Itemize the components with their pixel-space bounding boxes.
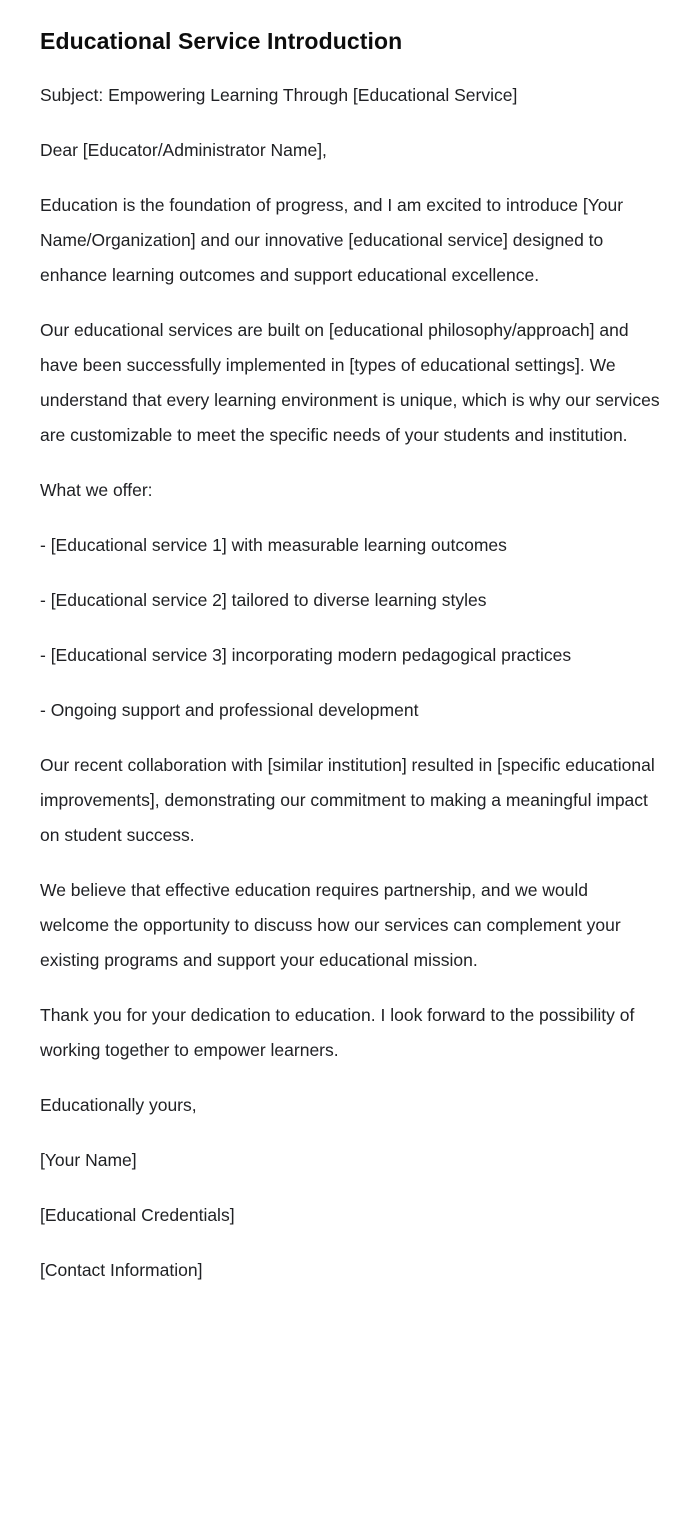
- intro-paragraph: Education is the foundation of progress, and I am excited to introduce [Your Name/Organization] and our innovative [educational service] designed to enhance learning outcomes and support educational excellence.: [40, 195, 624, 285]
- offer-item-2: - [Educational service 2] tailored to diverse learning styles: [40, 590, 487, 610]
- signature-contact: [Contact Information]: [40, 1260, 203, 1280]
- offer-item-1: - [Educational service 1] with measurable learning outcomes: [40, 535, 507, 555]
- signature-credentials: [Educational Credentials]: [40, 1205, 235, 1225]
- partnership-paragraph: We believe that effective education requires partnership, and we would welcome the opportunity to discuss how our services can complement your existing programs and support your educational mission.: [40, 880, 621, 970]
- offer-item-3: - [Educational service 3] incorporating modern pedagogical practices: [40, 645, 572, 665]
- salutation: Dear [Educator/Administrator Name],: [40, 140, 327, 160]
- subject-line: Subject: Empowering Learning Through [Educational Service]: [40, 85, 518, 105]
- signature-name: [Your Name]: [40, 1150, 137, 1170]
- document-title: Educational Service Introduction: [40, 28, 403, 54]
- closing-line: Educationally yours,: [40, 1095, 197, 1115]
- services-overview-paragraph: Our educational services are built on [educational philosophy/approach] and have been successfully implemented in [types of educational settings]. We understand that every learning environment is unique, which is why our services are customizable to meet the specific needs of your students and institution.: [40, 320, 660, 445]
- offer-item-4: - Ongoing support and professional development: [40, 700, 419, 720]
- thanks-paragraph: Thank you for your dedication to education. I look forward to the possibility of working together to empower learners.: [40, 1005, 635, 1060]
- offer-heading: What we offer:: [40, 480, 153, 500]
- collaboration-paragraph: Our recent collaboration with [similar institution] resulted in [specific educational improvements], demonstrating our commitment to making a meaningful impact on student success.: [40, 755, 655, 845]
